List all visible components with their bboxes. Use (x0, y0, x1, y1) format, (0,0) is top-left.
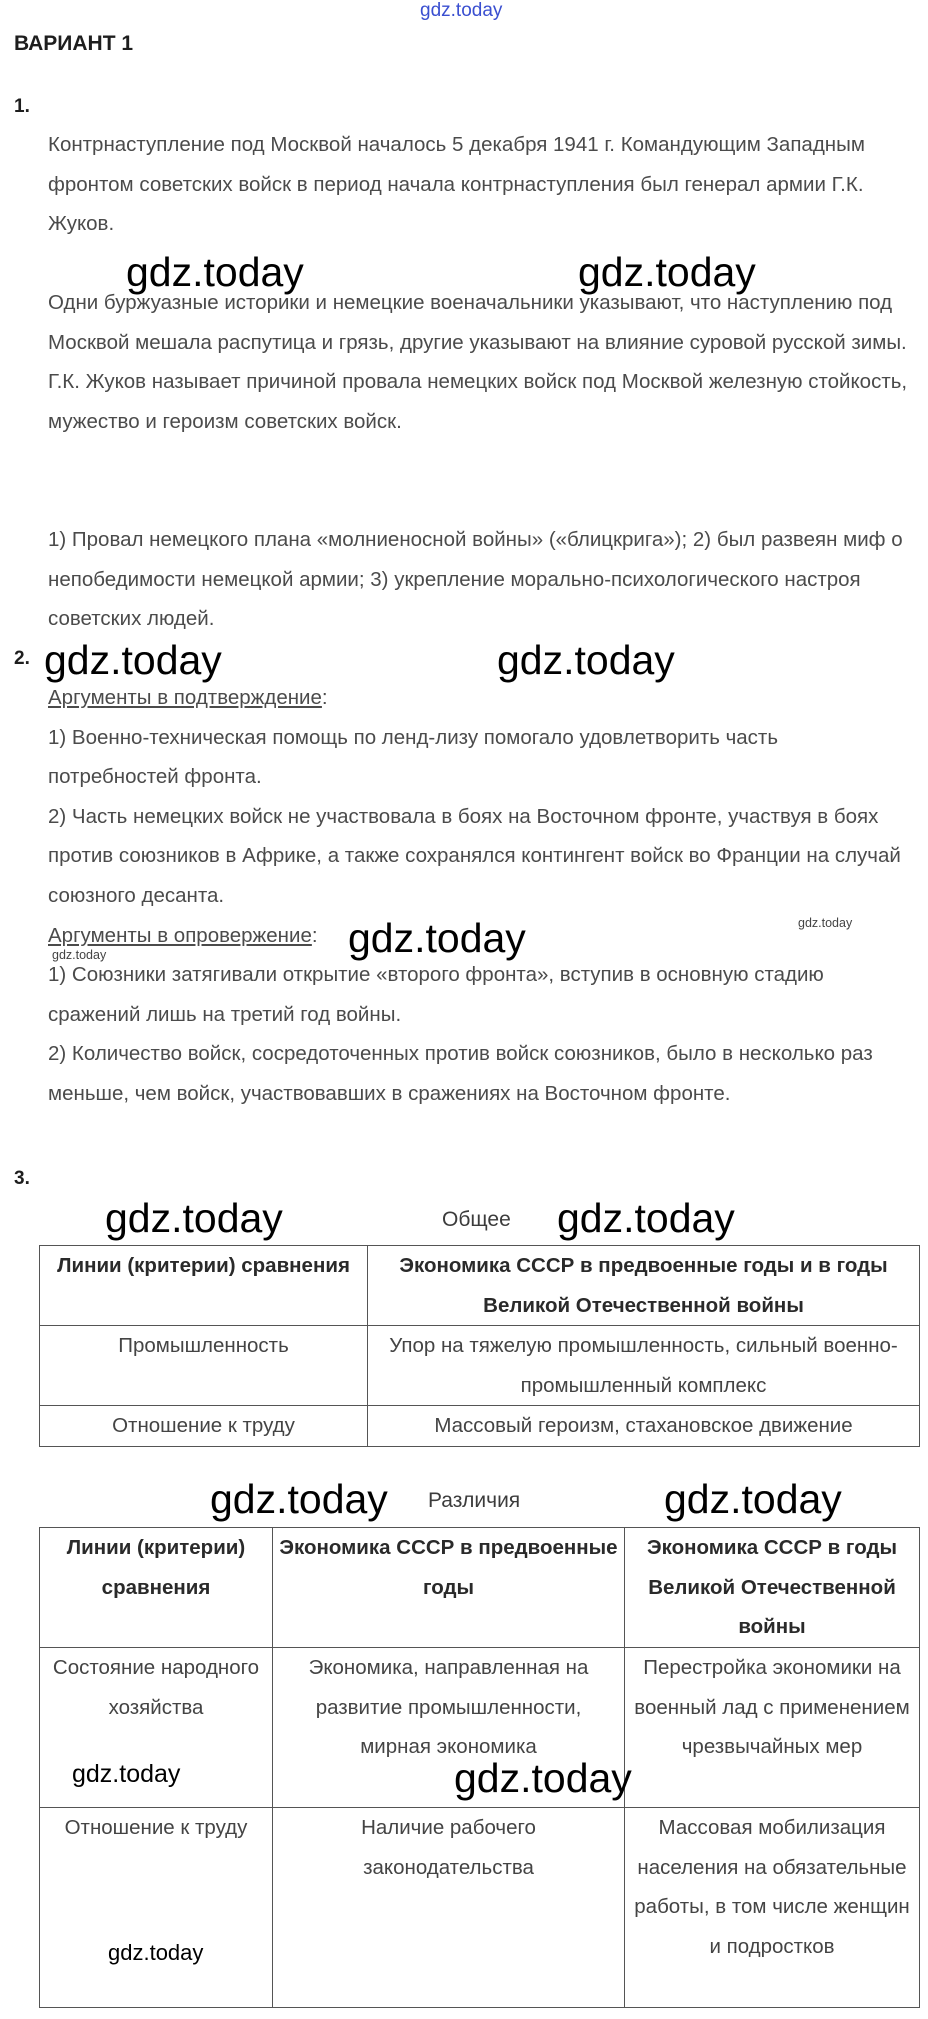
q1-paragraph-2 (48, 283, 908, 441)
watermark: gdz.today (557, 1195, 735, 1241)
watermark: gdz.today (497, 637, 675, 683)
common-table-caption: Общее (442, 1208, 511, 1231)
table-row (40, 1246, 920, 1326)
q2-pro-heading-line (48, 678, 908, 718)
table-cell: Промышленность (40, 1326, 368, 1406)
watermark: gdz.today (105, 1195, 283, 1241)
table-cell: Перестройка экономики на военный лад с применением чрезвычайных мер (625, 1648, 920, 1808)
table-row (40, 1326, 920, 1406)
watermark: gdz.today (44, 637, 222, 683)
diff-header-criteria: Линии (критерии) сравнения (40, 1528, 273, 1648)
watermark: gdz.today (798, 916, 853, 930)
watermark: gdz.today (348, 915, 526, 961)
q2-pro-2: 2) Часть немецких войск не участвовала в боях на Восточном фронте, участвуя в боях против союзников в Африке, а также сохранялся контингент войск во Франции на случай союзного десанта. (48, 804, 901, 907)
table-row (40, 1406, 920, 1447)
table-cell: Массовая мобилизация населения на обязательные работы, в том числе женщин и подростков (625, 1808, 920, 2008)
watermark: gdz.today (210, 1476, 388, 1522)
top-watermark: gdz.today (420, 0, 503, 21)
table-cell: Наличие рабочего законодательства (273, 1808, 625, 2008)
q2-con-heading: Аргументы в опровержение (48, 923, 312, 947)
common-header-criteria: Линии (критерии) сравнения (40, 1246, 368, 1326)
watermark: gdz.today (52, 948, 107, 962)
watermark: gdz.today (72, 1760, 181, 1788)
diff-header-prewar: Экономика СССР в предвоенные годы (273, 1528, 625, 1648)
q2-con-colon: : (311, 923, 318, 947)
question-3-number: 3. (14, 1168, 30, 1189)
common-table (39, 1245, 920, 1447)
q1-text-3: 1) Провал немецкого плана «молниеносной войны» («блицкрига»); 2) был развеян миф о непобедимости немецкой армии; 3) укрепление морально-психологического настроя советских людей. (48, 528, 903, 631)
table-row (40, 1528, 920, 1648)
diff-table-caption: Различия (428, 1489, 521, 1512)
table-cell: Упор на тяжелую промышленность, сильный военно-промышленный комплекс (368, 1326, 920, 1406)
q2-pro-1: 1) Военно-техническая помощь по ленд-лизу помогало удовлетворить часть потребностей фронта. (48, 725, 779, 789)
watermark: gdz.today (454, 1755, 632, 1801)
q1-text-1: Контрнаступление под Москвой началось 5 декабря 1941 г. Командующим Западным фронтом советских войск в период начала контрнаступления был генерал армии Г.К. Жуков. (48, 133, 865, 236)
q1-text-2: Одни буржуазные историки и немецкие военачальники указывают, что наступлению под Москвой мешала распутица и грязь, другие указывают на влияние суровой русской зимы. Г.К. Жуков называет причиной провала немецких войск под Москвой железную стойкость, мужество и героизм советских войск. (48, 291, 908, 433)
watermark: gdz.today (578, 249, 756, 295)
q2-pro-heading: Аргументы в подтверждение (48, 686, 322, 709)
q2-block (48, 678, 908, 1114)
question-2-number: 2. (14, 648, 30, 669)
watermark: gdz.today (664, 1476, 842, 1522)
q1-paragraph-1 (48, 125, 908, 244)
q2-pro-colon: : (321, 686, 328, 709)
table-cell: Отношение к труду (40, 1808, 273, 2008)
common-header-economy: Экономика СССР в предвоенные годы и в годы Великой Отечественной войны (368, 1246, 920, 1326)
question-1-number: 1. (14, 96, 30, 117)
table-row (40, 1808, 920, 2008)
table-cell: Отношение к труду (40, 1406, 368, 1447)
diff-header-wartime: Экономика СССР в годы Великой Отечественной войны (625, 1528, 920, 1648)
page-title: ВАРИАНТ 1 (14, 32, 134, 55)
table-cell: Массовый героизм, стахановское движение (368, 1406, 920, 1447)
table-cell: Экономика, направленная на развитие промышленности, мирная экономика (273, 1648, 625, 1808)
q1-paragraph-3 (48, 520, 908, 639)
watermark: gdz.today (108, 1940, 204, 1965)
q2-con-1: 1) Союзники затягивали открытие «второго фронта», вступив в основную стадию сражений лишь на третий год войны. (48, 963, 824, 1026)
watermark: gdz.today (126, 249, 304, 295)
table-cell: Состояние народного хозяйства (40, 1648, 273, 1808)
q2-con-2: 2) Количество войск, сосредоточенных против войск союзников, было в несколько раз меньше, чем войск, участвовавших в сражениях на Восточном фронте. (48, 1042, 873, 1105)
